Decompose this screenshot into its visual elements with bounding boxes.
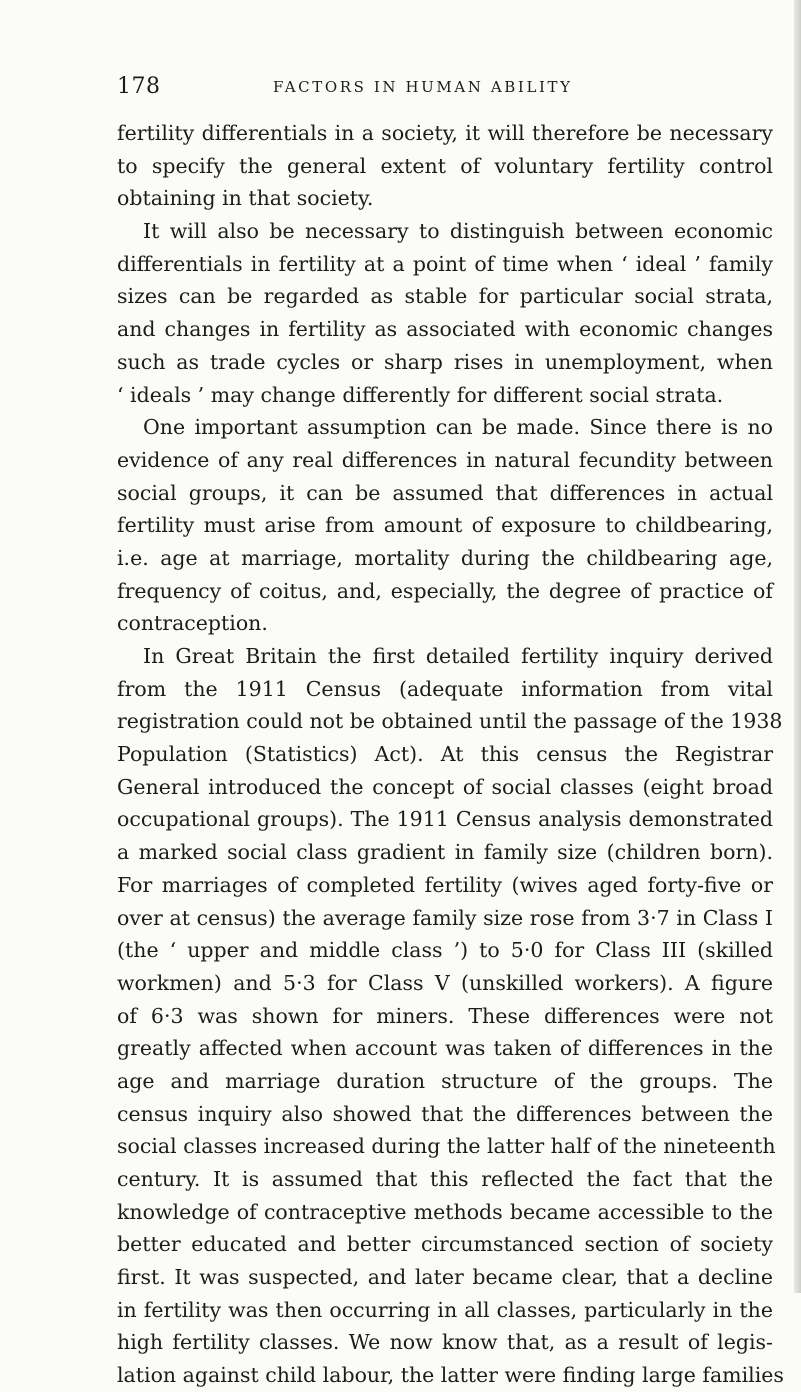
text-line: occupational groups). The 1911 Census analysis demonstrated xyxy=(117,807,773,832)
page-header xyxy=(117,74,717,102)
text-line: from the 1911 Census (adequate information from vital xyxy=(117,676,773,701)
text-line: differentials in fertility at a point of time when ‘ ideal ’ family xyxy=(117,251,773,276)
text-line: age and marriage duration structure of the groups. The xyxy=(117,1068,773,1093)
paragraph-start-line: It will also be necessary to distinguish between economic xyxy=(143,219,773,244)
text-line: in fertility was then occurring in all classes, particularly in the xyxy=(117,1297,773,1322)
text-line: knowledge of contraceptive methods became accessible to the xyxy=(117,1199,773,1224)
text-line: first. It was suspected, and later became clear, that a decline xyxy=(117,1265,773,1290)
text-line: census inquiry also showed that the differences between the xyxy=(117,1101,773,1126)
text-line: better educated and better circumstanced section of society xyxy=(117,1232,773,1257)
text-line: greatly affected when account was taken of differences in the xyxy=(117,1036,773,1061)
text-line: fertility must arise from amount of exposure to childbearing, xyxy=(117,513,773,538)
text-line: such as trade cycles or sharp rises in unemployment, when xyxy=(117,349,773,374)
text-line: i.e. age at marriage, mortality during the childbearing age, xyxy=(117,545,773,570)
text-line: (the ‘ upper and middle class ’) to 5·0 for Class III (skilled xyxy=(117,938,773,963)
text-line: ‘ ideals ’ may change differently for different social strata. xyxy=(117,382,724,407)
text-line: workmen) and 5·3 for Class V (unskilled workers). A figure xyxy=(117,970,773,995)
text-line: lation against child labour, the latter were finding large families xyxy=(117,1363,784,1388)
text-line: For marriages of completed fertility (wives aged forty-five or xyxy=(117,872,773,897)
text-line: obtaining in that society. xyxy=(117,186,374,211)
text-line: high fertility classes. We now know that, as a result of legis- xyxy=(117,1330,773,1355)
running-head: FACTORS IN HUMAN ABILITY xyxy=(273,78,573,96)
text-line: sizes can be regarded as stable for particular social strata, xyxy=(117,284,773,309)
text-line: and changes in fertility as associated with economic changes xyxy=(117,317,773,342)
page-number: 178 xyxy=(117,74,161,99)
text-line: century. It is assumed that this reflected the fact that the xyxy=(117,1167,773,1191)
text-line: social classes increased during the latter half of the nineteenth xyxy=(117,1134,776,1159)
text-line: registration could not be obtained until the passage of the 1938 xyxy=(117,709,783,734)
text-line: frequency of coitus, and, especially, the degree of practice of xyxy=(117,578,773,603)
text-line: fertility differentials in a society, it will therefore be necessary xyxy=(117,121,773,145)
paragraph-start-line: In Great Britain the first detailed fertility inquiry derived xyxy=(143,644,773,668)
text-line: of 6·3 was shown for miners. These differences were not xyxy=(117,1003,773,1028)
body-text xyxy=(117,117,784,1392)
text-line: social groups, it can be assumed that differences in actual xyxy=(117,480,773,505)
text-line: to specify the general extent of voluntary fertility control xyxy=(117,153,773,178)
text-line: evidence of any real differences in natural fecundity between xyxy=(117,447,773,472)
page-edge xyxy=(794,0,801,1293)
text-line: General introduced the concept of social classes (eight broad xyxy=(117,774,773,799)
paragraph-start-line: One important assumption can be made. Since there is no xyxy=(143,415,773,440)
text-line: Population (Statistics) Act). At this census the Registrar xyxy=(117,742,773,767)
text-line: over at census) the average family size rose from 3·7 in Class I xyxy=(117,905,773,930)
text-line: a marked social class gradient in family size (children born). xyxy=(117,840,773,865)
text-line: contraception. xyxy=(117,611,268,636)
